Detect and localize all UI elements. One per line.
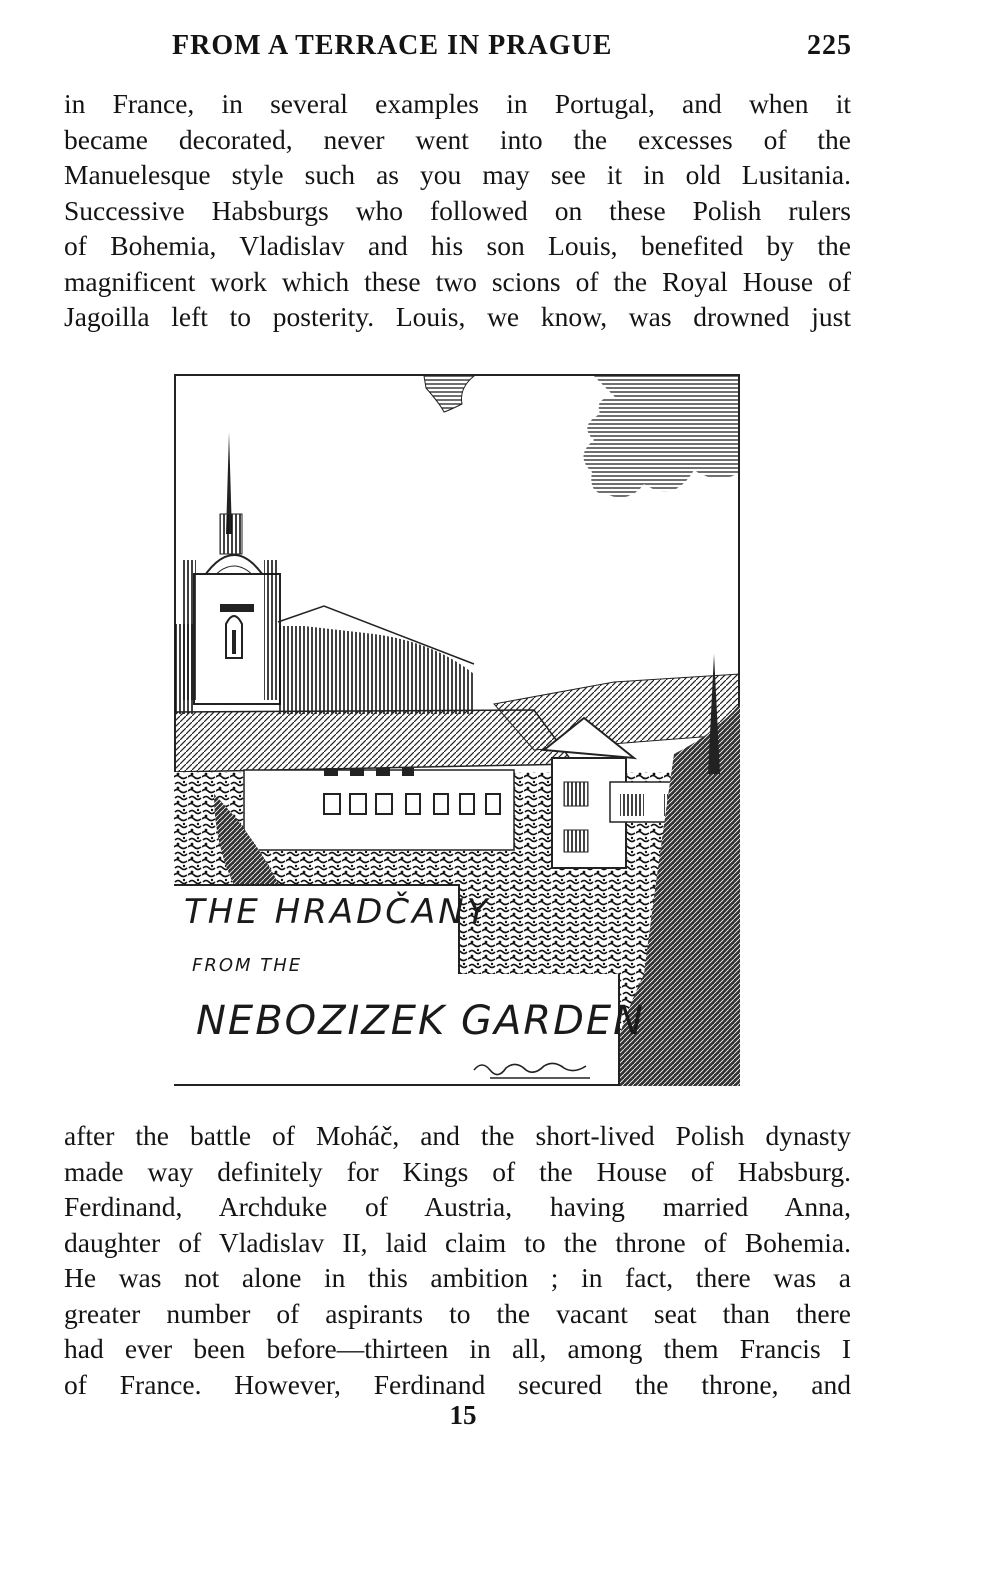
text-line: had ever been before—thirteen in all, among them Francis I (64, 1333, 851, 1364)
running-head-title: FROM A TERRACE IN PRAGUE (172, 30, 613, 61)
text-line: daughter of Vladislav II, laid claim to the throne of Bohemia. (64, 1226, 851, 1258)
running-head-page-number: 225 (807, 30, 852, 61)
caption-subtitle: FROM THE (192, 955, 303, 976)
text-line: Manuelesque style such as you may see it in old Lusitania. (64, 159, 851, 190)
text-line: of France. However, Ferdinand secured the throne, and (64, 1368, 851, 1400)
text-line: greater number of aspirants to the vacant seat than there (64, 1297, 851, 1329)
signature-mark: 15 (449, 1400, 477, 1430)
text-line: of Bohemia, Vladislav and his son Louis, benefited by the (64, 230, 851, 261)
text-line: after the battle of Moháč, and the short-lived Polish dynasty (64, 1120, 851, 1151)
text-line: magnificent work which these two scions of the Royal House of (64, 265, 851, 297)
text-line: Successive Habsburgs who followed on these Polish rulers (64, 194, 851, 226)
text-line: became decorated, never went into the excesses of the (64, 123, 851, 155)
caption-place: NEBOZIZEK GARDEN (196, 998, 646, 1044)
paragraph-top (64, 86, 851, 335)
text-line: made way definitely for Kings of the House of Habsburg. (64, 1155, 851, 1187)
text-line: Ferdinand, Archduke of Austria, having married Anna, (64, 1191, 851, 1222)
caption-title: THE HRADČANY (184, 892, 491, 932)
artist-signature (470, 1056, 610, 1082)
text-line: in France, in several examples in Portugal, and when it (64, 88, 851, 119)
text-line: He was not alone in this ambition ; in fact, there was a (64, 1262, 851, 1293)
text-line: Jagoilla left to posterity. Louis, we know, was drowned just (64, 301, 851, 332)
running-head (172, 30, 852, 70)
paragraph-bottom (64, 1118, 851, 1402)
